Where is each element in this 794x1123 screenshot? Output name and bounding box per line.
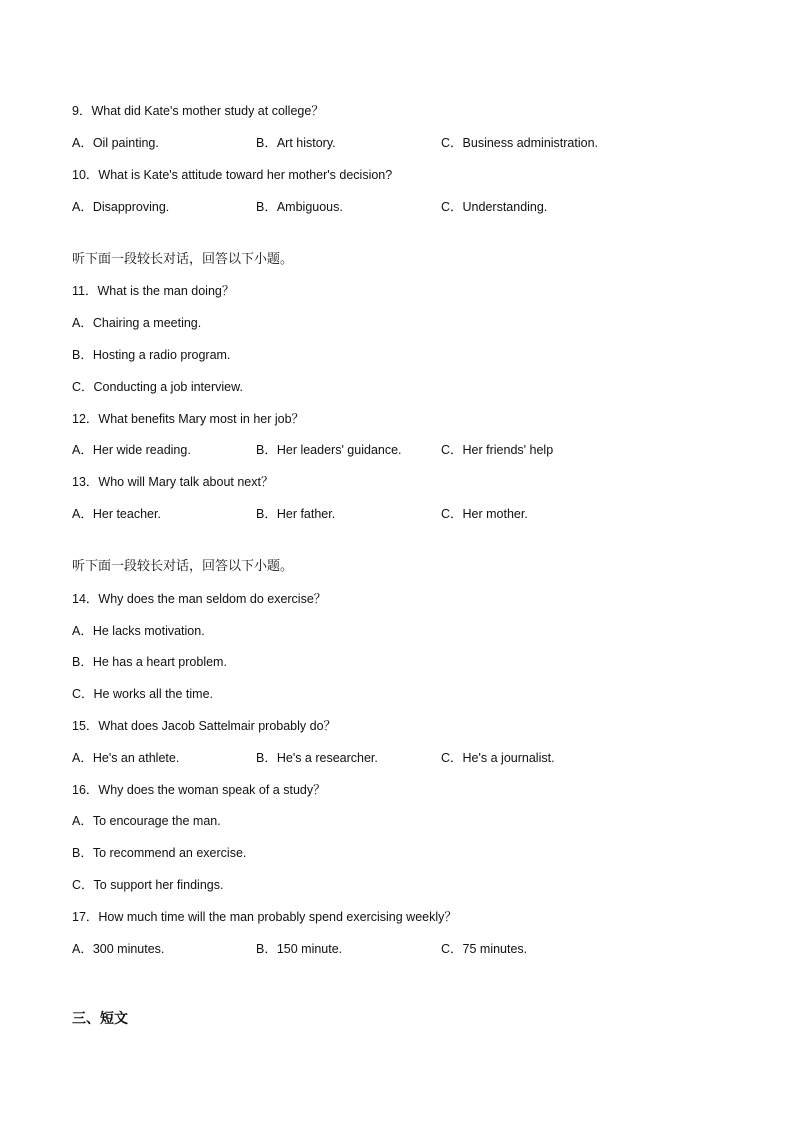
option-c: C．To support her findings. [72, 878, 224, 892]
question-17-options [72, 941, 722, 957]
question-15-options [72, 750, 722, 766]
option-a: A．Oil painting. [72, 136, 159, 150]
question-13: 13．Who will Mary talk about next？ [72, 475, 274, 489]
option-b: B．To recommend an exercise. [72, 846, 247, 860]
question-12-options [72, 442, 722, 458]
option-c: C．Business administration. [441, 136, 599, 150]
option-c: C．Conducting a job interview. [72, 380, 243, 394]
option-a: A．To encourage the man. [72, 814, 221, 828]
question-10-options [72, 199, 722, 215]
option-c: C．Her mother. [441, 507, 528, 521]
question-13-options [72, 506, 722, 522]
section-heading: 三、短文 [72, 1010, 128, 1026]
option-c: C．75 minutes. [441, 942, 528, 956]
option-a: A．He lacks motivation. [72, 624, 205, 638]
option-a: A．300 minutes. [72, 942, 165, 956]
question-15: 15．What does Jacob Sattelmair probably do？ [72, 719, 337, 733]
question-16: 16．Why does the woman speak of a study？ [72, 783, 326, 797]
option-a: A．Chairing a meeting. [72, 316, 202, 330]
option-b: B．Art history. [256, 136, 336, 150]
option-b: B．He's a researcher. [256, 751, 378, 765]
question-14: 14．Why does the man seldom do exercise？ [72, 592, 327, 606]
listening-instruction: 听下面一段较长对话，回答以下小题。 [72, 251, 294, 266]
option-b: B．Hosting a radio program. [72, 348, 231, 362]
question-11: 11．What is the man doing？ [72, 284, 235, 298]
option-b: B．Ambiguous. [256, 200, 343, 214]
option-c: C．Her friends' help [441, 443, 554, 457]
option-a: A．He's an athlete. [72, 751, 180, 765]
option-c: C．Understanding. [441, 200, 548, 214]
question-9: 9．What did Kate's mother study at college？ [72, 104, 324, 118]
question-10: 10．What is Kate's attitude toward her mother's decision? [72, 168, 393, 182]
option-b: B．Her father. [256, 507, 336, 521]
option-c: C．He works all the time. [72, 687, 214, 701]
option-a: A．Her wide reading. [72, 443, 191, 457]
question-17: 17．How much time will the man probably spend exercising weekly？ [72, 910, 457, 924]
option-c: C．He's a journalist. [441, 751, 555, 765]
option-a: A．Disapproving. [72, 200, 170, 214]
option-b: B．150 minute. [256, 942, 343, 956]
option-b: B．Her leaders' guidance. [256, 443, 402, 457]
listening-instruction: 听下面一段较长对话，回答以下小题。 [72, 558, 294, 573]
option-b: B．He has a heart problem. [72, 655, 227, 669]
question-12: 12．What benefits Mary most in her job？ [72, 412, 305, 426]
option-a: A．Her teacher. [72, 507, 161, 521]
question-9-options [72, 135, 722, 151]
